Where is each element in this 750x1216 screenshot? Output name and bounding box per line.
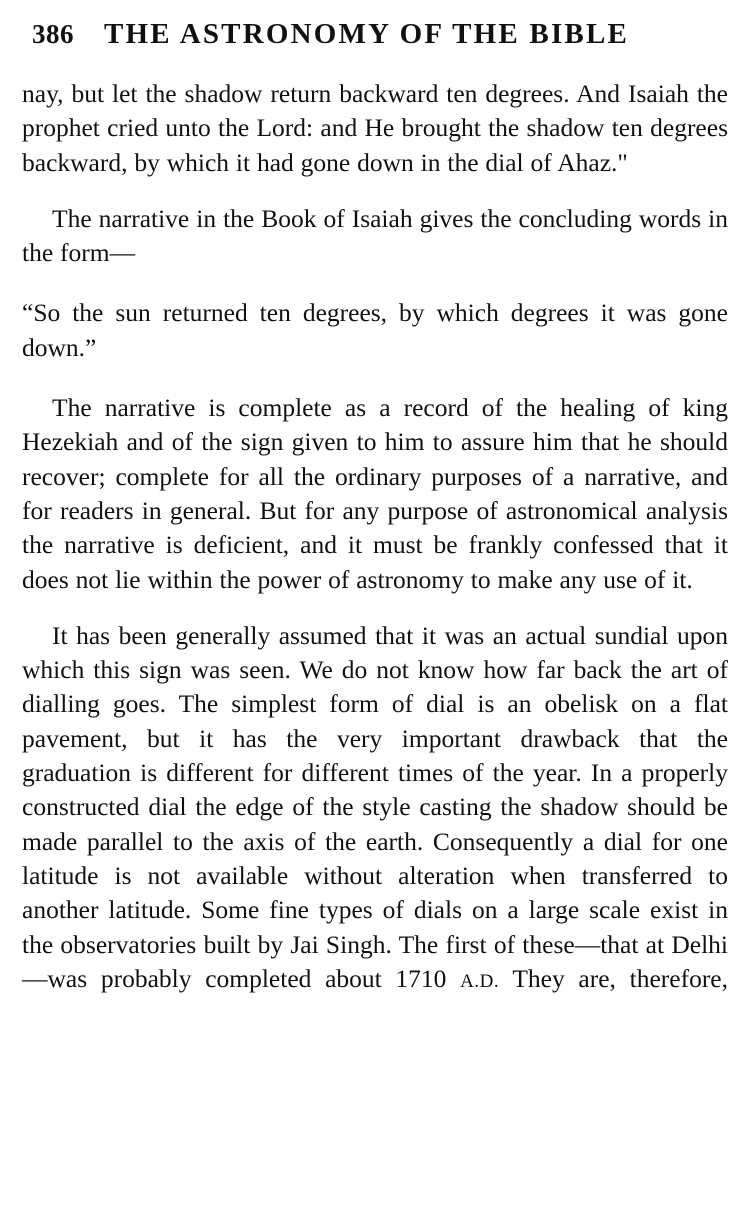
paragraph-isaiah-narrative: The narrative in the Book of Isaiah gives the concluding words in the form—	[22, 203, 728, 268]
running-title: THE ASTRONOMY OF THE BIBLE	[104, 18, 630, 50]
paragraph-quote-continuation: nay, but let the shadow return backward ten degrees. And Isaiah the prophet cried unto the Lord: and He brought the shadow ten degrees backward, by which it had gone down in the dial of Ahaz."	[22, 79, 728, 177]
paragraph-sundial-text-b: They are, therefore,	[499, 963, 728, 993]
paragraph-quotation-isaiah: “So the sun returned ten degrees, by which degrees it was gone down.”	[22, 298, 728, 362]
page-header	[22, 18, 728, 51]
paragraph-narrative-complete: The narrative is complete as a record of the healing of king Hezekiah and of the sign given to him to assure him that he should recover; complete for all the ordinary purposes of a narrative, and for readers in general. But for any purpose of astronomical analysis the narrative is deficient, and it must be frankly confessed that it does not lie within the power of astronomy to make any use of it.	[22, 393, 728, 594]
page-number: 386	[32, 19, 74, 49]
page-body	[22, 77, 728, 996]
smallcaps-ad: A.D.	[460, 970, 500, 992]
paragraph-sundial	[22, 619, 728, 996]
paragraph-sundial-text-a: It has been generally assumed that it was an actual sundial upon which this sign was seen. We do not know how far back the art of dialling goes. The simplest form of dial is an obelisk on a flat pavement, but it has the very important drawback that the graduation is different for different times of the year. In a properly constructed dial the edge of the style casting the shadow should be made parallel to the axis of the earth. Consequently a dial for one latitude is not available without alteration when transferred to another latitude. Some fine types of dials on a large scale exist in the observatories built by Jai Singh. The first of these—that at Delhi—was probably completed about 1710	[22, 620, 728, 993]
